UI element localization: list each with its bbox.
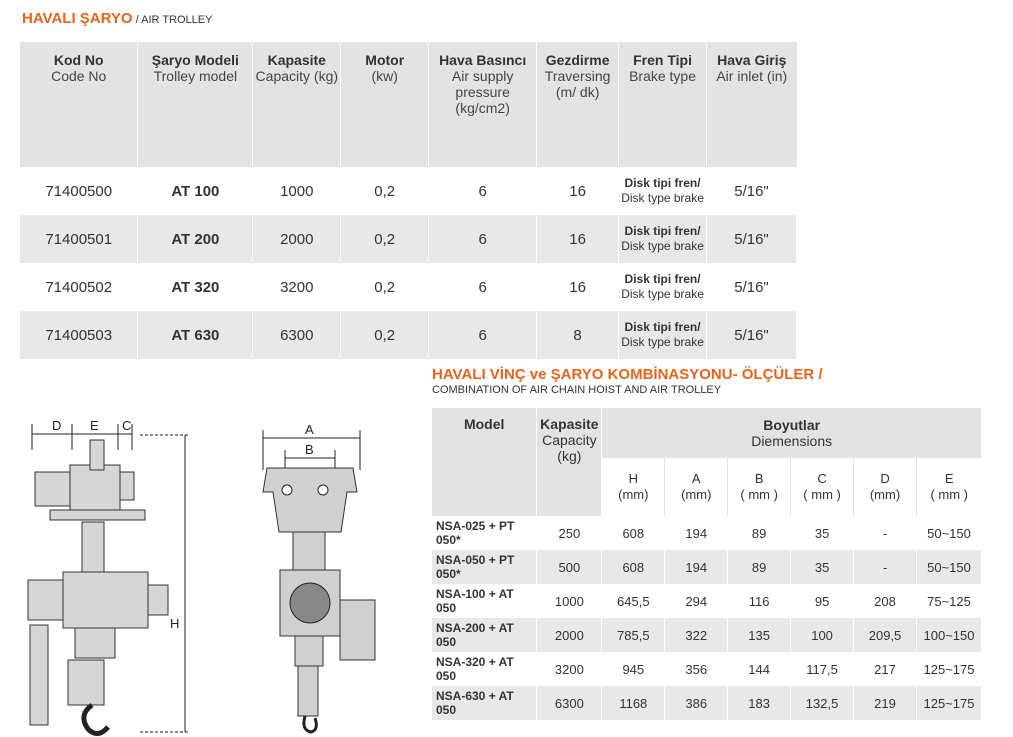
cell-a: 386 [665,686,728,720]
cell-b: 183 [728,686,791,720]
cell-c: 35 [791,550,854,584]
header-capacity: Kapasite Capacity (kg) [537,408,602,516]
cell-model: AT 320 [138,263,253,311]
cell-capacity: 1000 [537,584,602,618]
table-row [432,584,982,618]
header-traversing: Gezdirme Traversing (m/ dk) [537,42,619,167]
cell-traversing: 8 [537,311,619,359]
cell-brake: Disk tipi fren/ Disk type brake [619,215,707,263]
air-trolley-table [20,42,797,359]
cell-model: AT 630 [138,311,253,359]
header-inlet: Hava Giriş Air inlet (in) [707,42,797,167]
cell-capacity: 3200 [537,652,602,686]
cell-model: NSA-630 + AT 050 [432,686,537,720]
table-row [20,311,797,359]
cell-a: 356 [665,652,728,686]
cell-e: 100~150 [916,618,981,652]
cell-motor: 0,2 [341,263,429,311]
dimensions-table [432,408,982,720]
cell-code: 71400500 [20,167,138,215]
cell-motor: 0,2 [341,167,429,215]
cell-h: 945 [602,652,665,686]
cell-d: 209,5 [854,618,917,652]
cell-model: NSA-320 + AT 050 [432,652,537,686]
table-row [432,652,982,686]
cell-capacity: 6300 [253,311,341,359]
cell-c: 35 [791,516,854,550]
cell-h: 645,5 [602,584,665,618]
cell-c: 100 [791,618,854,652]
cell-pressure: 6 [429,215,537,263]
cell-model: NSA-100 + AT 050 [432,584,537,618]
header-b: B ( mm ) [728,458,791,516]
header-a: A (mm) [665,458,728,516]
header-dimensions: Boyutlar Diemensions [602,408,982,458]
cell-capacity: 6300 [537,686,602,720]
header-motor: Motor (kw) [341,42,429,167]
cell-model: NSA-050 + PT 050* [432,550,537,584]
cell-a: 194 [665,516,728,550]
header-brake: Fren Tipi Brake type [619,42,707,167]
cell-a: 294 [665,584,728,618]
header-e: E ( mm ) [916,458,981,516]
cell-b: 144 [728,652,791,686]
cell-brake: Disk tipi fren/ Disk type brake [619,311,707,359]
cell-a: 194 [665,550,728,584]
cell-d: - [854,516,917,550]
section1-title-sep: / [132,14,142,26]
cell-inlet: 5/16" [707,311,797,359]
cell-c: 95 [791,584,854,618]
section1-title [22,10,212,28]
cell-b: 116 [728,584,791,618]
side-view-drawing [20,410,195,737]
cell-inlet: 5/16" [707,215,797,263]
cell-h: 785,5 [602,618,665,652]
section2-title-tr: HAVALI VİNÇ ve ŞARYO KOMBİNASYONU- ÖLÇÜLER / [432,366,823,383]
cell-e: 125~175 [916,686,981,720]
cell-brake: Disk tipi fren/ Disk type brake [619,263,707,311]
cell-capacity: 250 [537,516,602,550]
cell-c: 117,5 [791,652,854,686]
cell-e: 50~150 [916,550,981,584]
cell-h: 608 [602,516,665,550]
section1-title-tr: HAVALI ŞARYO [22,10,133,27]
cell-code: 71400503 [20,311,138,359]
cell-capacity: 1000 [253,167,341,215]
cell-e: 125~175 [916,652,981,686]
cell-brake: Disk tipi fren/ Disk type brake [619,167,707,215]
dim-label-c: C [122,418,132,433]
dim-label-b: B [305,442,314,457]
table-row [20,215,797,263]
cell-code: 71400502 [20,263,138,311]
header-code: Kod No Code No [20,42,138,167]
cell-pressure: 6 [429,311,537,359]
table-header-row [20,42,797,167]
cell-traversing: 16 [537,263,619,311]
cell-e: 75~125 [916,584,981,618]
header-h: H (mm) [602,458,665,516]
cell-inlet: 5/16" [707,167,797,215]
table-row [20,167,797,215]
cell-model: AT 100 [138,167,253,215]
cell-h: 608 [602,550,665,584]
section2-title-en: COMBINATION OF AIR CHAIN HOIST AND AIR TROLLEY [432,384,722,396]
table-row [432,550,982,584]
cell-d: 217 [854,652,917,686]
cell-capacity: 500 [537,550,602,584]
cell-traversing: 16 [537,215,619,263]
table-row [432,686,982,720]
cell-model: AT 200 [138,215,253,263]
cell-motor: 0,2 [341,311,429,359]
cell-motor: 0,2 [341,215,429,263]
cell-inlet: 5/16" [707,263,797,311]
cell-capacity: 2000 [537,618,602,652]
header-model: Şaryo Modeli Trolley model [138,42,253,167]
cell-capacity: 3200 [253,263,341,311]
cell-traversing: 16 [537,167,619,215]
dim-label-h: H [170,616,180,631]
table-row [432,516,982,550]
cell-d: 219 [854,686,917,720]
front-view-drawing [255,420,385,737]
cell-code: 71400501 [20,215,138,263]
table-header-row [432,408,982,458]
cell-h: 1168 [602,686,665,720]
cell-c: 132,5 [791,686,854,720]
cell-b: 89 [728,516,791,550]
cell-model: NSA-200 + AT 050 [432,618,537,652]
header-d: D (mm) [854,458,917,516]
cell-capacity: 2000 [253,215,341,263]
header-pressure: Hava Basıncı Air supply pressure (kg/cm2) [429,42,537,167]
dim-label-a: A [305,422,314,437]
cell-a: 322 [665,618,728,652]
cell-d: 208 [854,584,917,618]
cell-b: 135 [728,618,791,652]
section1-title-en: AIR TROLLEY [141,14,213,26]
cell-d: - [854,550,917,584]
cell-pressure: 6 [429,263,537,311]
cell-model: NSA-025 + PT 050* [432,516,537,550]
dim-label-d: D [52,418,62,433]
cell-b: 89 [728,550,791,584]
cell-pressure: 6 [429,167,537,215]
section2-title [432,366,823,396]
table-row [432,618,982,652]
dim-label-e: E [90,418,99,433]
cell-e: 50~150 [916,516,981,550]
table-row [20,263,797,311]
header-capacity: Kapasite Capacity (kg) [253,42,341,167]
header-model: Model [432,408,537,516]
header-c: C ( mm ) [791,458,854,516]
